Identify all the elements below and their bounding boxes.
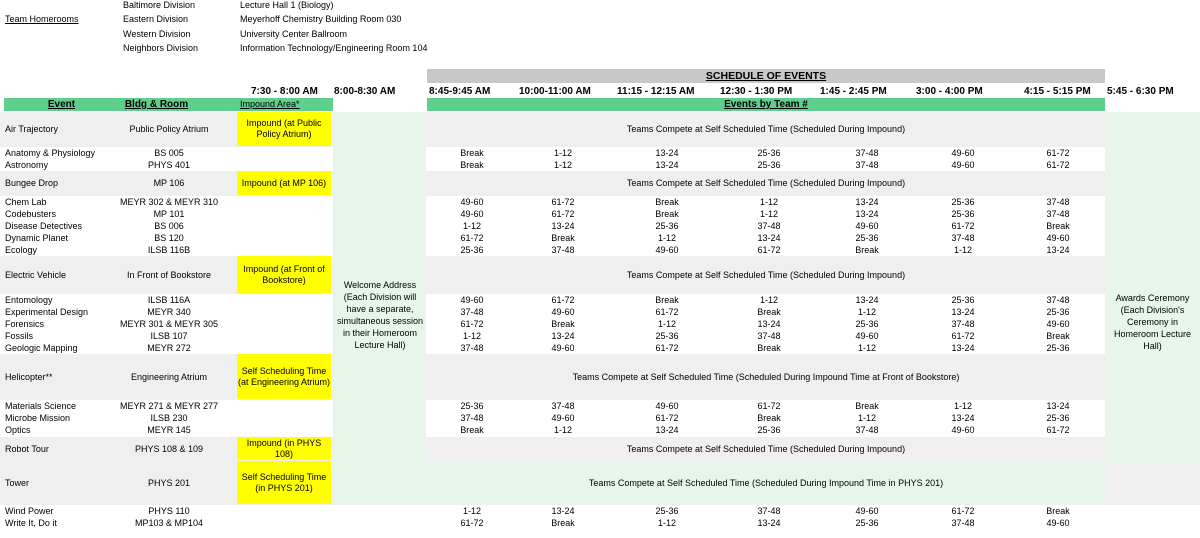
team-slot: 13-24 <box>1046 244 1070 255</box>
team-slot: 13-24 <box>855 196 879 207</box>
team-slot: 61-72 <box>460 318 484 329</box>
team-slot: 49-60 <box>655 244 679 255</box>
team-slot: 37-48 <box>855 425 879 435</box>
division-name: Western Division <box>123 29 191 39</box>
team-slot: 1-12 <box>857 306 876 317</box>
event-building: MEYR 272 <box>147 342 191 353</box>
awards-ceremony: Awards Ceremony (Each Division's Ceremony in Homeroom Lecture Hall) <box>1113 293 1192 351</box>
division-name: Baltimore Division <box>123 0 196 10</box>
event-name: Entomology <box>5 294 53 305</box>
team-slot: 61-72 <box>655 342 679 353</box>
team-slot: 49-60 <box>655 400 679 411</box>
team-slot: Break <box>1046 220 1070 231</box>
event-name: Wind Power <box>5 505 54 516</box>
team-slot: 25-36 <box>951 208 975 219</box>
team-slot: 13-24 <box>757 232 781 243</box>
team-slot: 1-12 <box>657 232 676 243</box>
time-header: 7:30 - 8:00 AM <box>251 86 318 97</box>
event-building: MP 106 <box>153 178 185 188</box>
event-building: BS 005 <box>154 147 184 158</box>
event-name: Chem Lab <box>5 196 47 207</box>
team-slot: 49-60 <box>1046 517 1070 528</box>
event-name: Astronomy <box>5 159 49 170</box>
event-name: Helicopter** <box>5 371 53 382</box>
event-name: Materials Science <box>5 400 77 411</box>
event-name: Dynamic Planet <box>5 232 69 243</box>
team-slot: 49-60 <box>551 306 575 317</box>
event-name: Codebusters <box>5 208 57 219</box>
team-slot: 49-60 <box>951 159 975 170</box>
team-slot: 61-72 <box>1046 425 1070 435</box>
team-slot: Break <box>551 517 575 528</box>
team-slot: 25-36 <box>855 232 879 243</box>
team-slot: 1-12 <box>657 517 676 528</box>
team-slot: 49-60 <box>551 412 575 423</box>
event-building: MP103 & MP104 <box>134 517 204 528</box>
time-header: 1:45 - 2:45 PM <box>820 86 887 97</box>
team-slot: Break <box>855 244 879 255</box>
event-name: Forensics <box>5 318 45 329</box>
event-building: In Front of Bookstore <box>126 269 212 280</box>
team-slot: Break <box>655 196 679 207</box>
team-homerooms-label: Team Homerooms <box>5 14 79 24</box>
team-slot: 37-48 <box>757 505 781 516</box>
team-slot: 25-36 <box>655 330 679 341</box>
event-building: PHYS 110 <box>148 505 190 516</box>
event-building: MEYR 301 & MEYR 305 <box>119 318 219 329</box>
team-slot: 37-48 <box>757 220 781 231</box>
impound-box: Impound (at MP 106) <box>237 171 331 195</box>
team-slot: 37-48 <box>460 306 484 317</box>
team-slot: 61-72 <box>551 294 575 305</box>
team-slot: 13-24 <box>1046 400 1070 411</box>
events-by-team-header: Events by Team # <box>724 99 808 110</box>
event-building: ILSB 107 <box>150 330 188 341</box>
team-slot: 37-48 <box>951 232 975 243</box>
team-slot: 1-12 <box>759 208 778 219</box>
team-slot: Break <box>757 306 781 317</box>
team-slot: 37-48 <box>1046 208 1070 219</box>
impound-box: Impound (in PHYS 108) <box>237 437 331 460</box>
event-name: Electric Vehicle <box>5 269 67 280</box>
team-slot: 25-36 <box>855 517 879 528</box>
time-header: 12:30 - 1:30 PM <box>720 86 793 97</box>
event-building: BS 120 <box>154 232 184 243</box>
division-room: University Center Ballroom <box>240 29 348 39</box>
event-building: MEYR 145 <box>147 425 191 435</box>
team-slot: 61-72 <box>951 330 975 341</box>
event-name: Geologic Mapping <box>5 342 78 353</box>
event-building: MEYR 340 <box>147 306 191 317</box>
team-slot: 13-24 <box>655 159 679 170</box>
time-header: 5:45 - 6:30 PM <box>1107 86 1174 97</box>
event-building: PHYS 401 <box>147 159 191 170</box>
team-slot: 49-60 <box>460 208 484 219</box>
team-slot: 1-12 <box>657 318 676 329</box>
event-building: MP 101 <box>153 208 185 219</box>
division-room: Information Technology/Engineering Room 104 <box>240 43 428 53</box>
team-slot: Break <box>757 342 781 353</box>
time-header: 3:00 - 4:00 PM <box>916 86 983 97</box>
team-slot: 1-12 <box>462 220 481 231</box>
team-slot: 37-48 <box>951 517 975 528</box>
event-name: Bungee Drop <box>5 178 59 188</box>
team-slot: 37-48 <box>551 400 575 411</box>
team-slot: Break <box>655 294 679 305</box>
team-slot: 13-24 <box>551 220 575 231</box>
team-slot: 37-48 <box>951 318 975 329</box>
team-slot: 61-72 <box>460 232 484 243</box>
division-name: Eastern Division <box>123 14 189 24</box>
time-header: 4:15 - 5:15 PM <box>1024 86 1091 97</box>
team-slot: 49-60 <box>951 147 975 158</box>
team-slot: 49-60 <box>855 220 879 231</box>
team-slot: 37-48 <box>551 244 575 255</box>
event-name: Optics <box>5 425 31 435</box>
team-slot: 1-12 <box>462 330 481 341</box>
team-slot: 49-60 <box>551 342 575 353</box>
time-header: 11:15 - 12:15 AM <box>617 86 695 97</box>
team-slot: 1-12 <box>759 294 778 305</box>
team-slot: 25-36 <box>757 159 781 170</box>
event-building: ILSB 230 <box>150 412 188 423</box>
team-slot: 1-12 <box>857 412 876 423</box>
team-slot: 1-12 <box>553 425 572 435</box>
team-slot: 49-60 <box>460 294 484 305</box>
team-slot: 37-48 <box>1046 196 1070 207</box>
team-slot: 13-24 <box>655 147 679 158</box>
team-slot: 25-36 <box>1046 412 1070 423</box>
impound-box: Self Scheduling Time (in PHYS 201) <box>237 461 331 504</box>
impound-box: Impound (at Public Policy Atrium) <box>237 112 331 146</box>
event-column-header: Event <box>47 99 76 110</box>
team-slot: 1-12 <box>553 147 572 158</box>
compete-note: Teams Compete at Self Scheduled Time (Scheduled During Impound Time at Front of Bookstore) <box>572 371 960 382</box>
team-slot: 13-24 <box>551 330 575 341</box>
event-name: Anatomy & Physiology <box>5 147 96 158</box>
event-building: BS 006 <box>154 220 184 231</box>
event-name: Robot Tour <box>5 443 49 454</box>
team-slot: 61-72 <box>951 505 975 516</box>
team-slot: 25-36 <box>951 294 975 305</box>
team-slot: 25-36 <box>1046 342 1070 353</box>
team-slot: Break <box>460 147 484 158</box>
team-slot: 25-36 <box>460 400 484 411</box>
team-slot: 61-72 <box>757 400 781 411</box>
team-slot: 49-60 <box>1046 318 1070 329</box>
team-slot: 13-24 <box>757 318 781 329</box>
team-slot: 13-24 <box>951 342 975 353</box>
team-slot: Break <box>1046 330 1070 341</box>
team-slot: 25-36 <box>655 505 679 516</box>
team-slot: Break <box>757 412 781 423</box>
welcome-address: Welcome Address (Each Division will have a separate, simultaneous session in their Homeroom Lecture Hall) <box>336 280 424 350</box>
division-room: Meyerhoff Chemistry Building Room 030 <box>240 14 402 24</box>
team-slot: 49-60 <box>1046 232 1070 243</box>
team-slot: 13-24 <box>855 294 879 305</box>
compete-note: Teams Compete at Self Scheduled Time (Scheduled During Impound) <box>626 124 906 134</box>
team-slot: 25-36 <box>855 318 879 329</box>
team-slot: 61-72 <box>655 412 679 423</box>
impound-column-header: Impound Area* <box>240 99 300 109</box>
team-slot: 13-24 <box>951 306 975 317</box>
team-slot: 49-60 <box>951 425 975 435</box>
team-slot: Break <box>655 208 679 219</box>
compete-note: Teams Compete at Self Scheduled Time (Scheduled During Impound) <box>626 269 906 280</box>
team-slot: 13-24 <box>655 425 679 435</box>
team-slot: 61-72 <box>655 306 679 317</box>
event-building: ILSB 116A <box>147 294 191 305</box>
team-slot: Break <box>551 232 575 243</box>
team-slot: 61-72 <box>1046 147 1070 158</box>
division-room: Lecture Hall 1 (Biology) <box>240 0 334 10</box>
event-building: Public Policy Atrium <box>129 124 209 134</box>
time-header: 8:45-9:45 AM <box>429 86 491 97</box>
event-name: Fossils <box>5 330 34 341</box>
team-slot: 37-48 <box>855 147 879 158</box>
team-slot: 37-48 <box>460 342 484 353</box>
team-slot: 1-12 <box>553 159 572 170</box>
team-slot: 37-48 <box>855 159 879 170</box>
compete-note: Teams Compete at Self Scheduled Time (Scheduled During Impound) <box>626 443 906 454</box>
event-name: Ecology <box>5 244 38 255</box>
team-slot: 49-60 <box>855 330 879 341</box>
team-slot: Break <box>460 425 484 435</box>
team-slot: 1-12 <box>462 505 481 516</box>
bldg-column-header: Bldg & Room <box>124 99 189 110</box>
time-header: 8:00-8:30 AM <box>334 86 396 97</box>
event-name: Experimental Design <box>5 306 89 317</box>
team-slot: 25-36 <box>951 196 975 207</box>
team-slot: 13-24 <box>757 517 781 528</box>
team-slot: 25-36 <box>757 425 781 435</box>
team-slot: 25-36 <box>757 147 781 158</box>
event-name: Write It, Do it <box>5 517 57 528</box>
event-building: PHYS 201 <box>147 477 191 488</box>
event-name: Air Trajectory <box>5 124 59 134</box>
time-header: 10:00-11:00 AM <box>519 86 591 97</box>
team-slot: 25-36 <box>655 220 679 231</box>
event-building: MEYR 271 & MEYR 277 <box>119 400 219 411</box>
team-slot: 37-48 <box>1046 294 1070 305</box>
team-slot: 1-12 <box>857 342 876 353</box>
team-slot: Break <box>460 159 484 170</box>
team-slot: Break <box>551 318 575 329</box>
team-slot: 61-72 <box>951 220 975 231</box>
event-building: MEYR 302 & MEYR 310 <box>119 196 219 207</box>
team-slot: 49-60 <box>460 196 484 207</box>
team-slot: 61-72 <box>551 208 575 219</box>
event-building: PHYS 108 & 109 <box>134 443 204 454</box>
team-slot: 37-48 <box>460 412 484 423</box>
impound-box: Self Scheduling Time (at Engineering Atrium) <box>237 354 331 399</box>
team-slot: 1-12 <box>953 244 972 255</box>
team-slot: 37-48 <box>757 330 781 341</box>
team-slot: 1-12 <box>953 400 972 411</box>
team-slot: Break <box>1046 505 1070 516</box>
team-slot: 61-72 <box>757 244 781 255</box>
team-slot: 61-72 <box>551 196 575 207</box>
event-name: Disease Detectives <box>5 220 83 231</box>
team-slot: 61-72 <box>460 517 484 528</box>
team-slot: 61-72 <box>1046 159 1070 170</box>
team-slot: 25-36 <box>1046 306 1070 317</box>
team-slot: Break <box>855 400 879 411</box>
event-name: Microbe Mission <box>5 412 71 423</box>
team-slot: 49-60 <box>855 505 879 516</box>
team-slot: 13-24 <box>855 208 879 219</box>
compete-note: Teams Compete at Self Scheduled Time (Scheduled During Impound) <box>626 178 906 188</box>
team-slot: 13-24 <box>551 505 575 516</box>
division-name: Neighbors Division <box>123 43 199 53</box>
event-name: Tower <box>5 477 30 488</box>
team-slot: 13-24 <box>951 412 975 423</box>
schedule-title: SCHEDULE OF EVENTS <box>427 69 1105 83</box>
event-building: Engineering Atrium <box>130 371 208 382</box>
compete-note: Teams Compete at Self Scheduled Time (Scheduled During Impound Time in PHYS 201) <box>588 477 944 488</box>
team-slot: 1-12 <box>759 196 778 207</box>
impound-box: Impound (at Front of Bookstore) <box>237 256 331 293</box>
team-slot: 25-36 <box>460 244 484 255</box>
event-building: ILSB 116B <box>147 244 191 255</box>
